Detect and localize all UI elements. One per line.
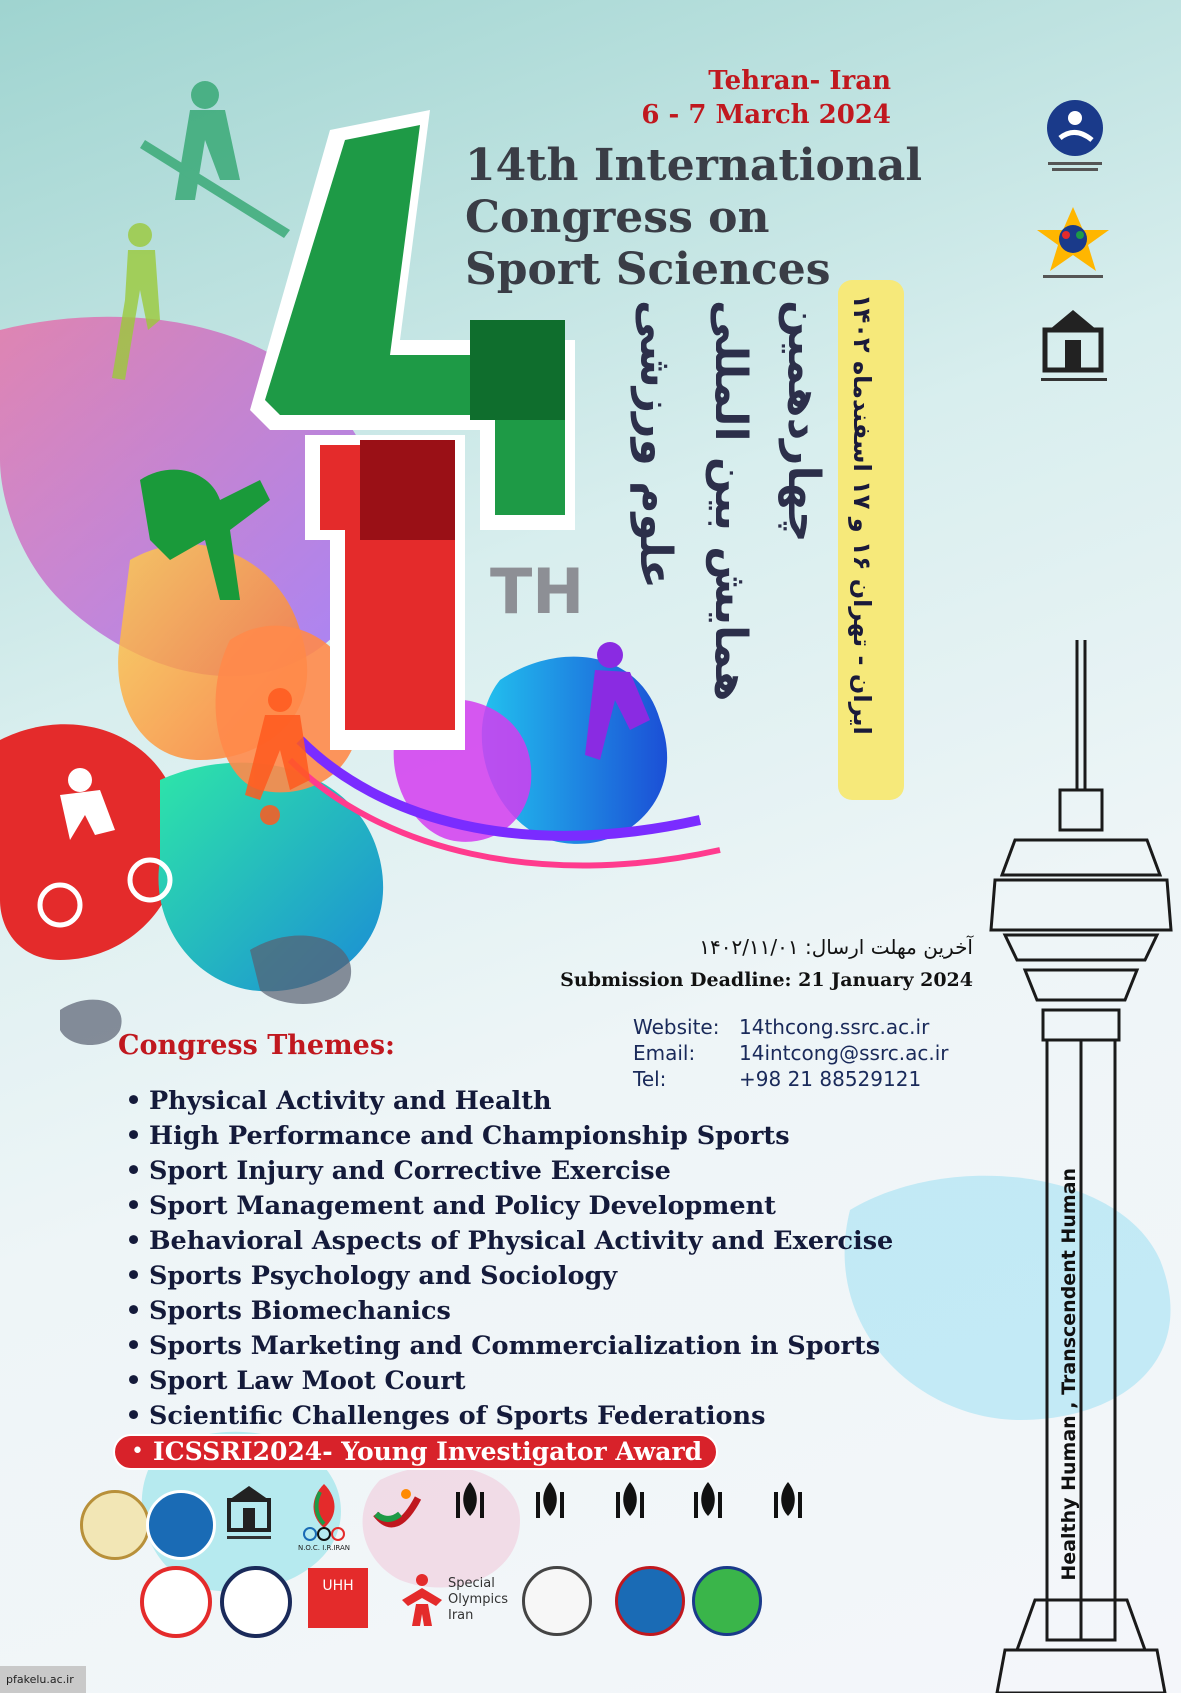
theme-item: • Sport Law Moot Court xyxy=(118,1364,893,1399)
uhh-logo xyxy=(308,1568,368,1628)
milad-tower-illustration xyxy=(985,640,1181,1693)
th-suffix: TH xyxy=(490,555,585,628)
organiser-logo-3 xyxy=(1035,310,1113,392)
partner-university-logo-1 xyxy=(140,1566,212,1638)
persian-title-line-1: چهاردهمین xyxy=(778,300,829,543)
email-link[interactable]: 14intcong@ssrc.ac.ir xyxy=(739,1041,949,1065)
location-text: Tehran- Iran xyxy=(708,66,891,96)
website-link[interactable]: 14thcong.ssrc.ac.ir xyxy=(739,1015,930,1039)
persian-title-line-3: علوم ورزشی xyxy=(630,300,681,589)
theme-item: • Sports Biomechanics xyxy=(118,1294,893,1329)
kharazmi-university-logo xyxy=(223,1486,275,1544)
partner-university-logo-2 xyxy=(220,1566,292,1638)
partner-university-logo-4 xyxy=(615,1566,685,1636)
organiser-logo-2 xyxy=(1033,205,1113,283)
email-label: Email: xyxy=(633,1041,696,1065)
university-of-tehran-logo xyxy=(146,1490,216,1560)
themes-heading: Congress Themes: xyxy=(118,1030,396,1061)
tower-slogan: Healthy Human , Transcendent Human xyxy=(1058,1168,1080,1581)
theme-item: • High Performance and Championship Sports xyxy=(118,1119,893,1154)
deadline-fa: آخرین مهلت ارسال: ۱۴۰۲/۱۱/۰۱ xyxy=(699,935,973,959)
uhh-label: UHH xyxy=(322,1578,354,1594)
deadline-en: Submission Deadline: 21 January 2024 xyxy=(560,969,973,991)
special-olympics-logo xyxy=(392,1570,532,1630)
watermark-text: pfakelu.ac.ir xyxy=(6,1673,74,1686)
theme-item: • Sport Management and Policy Development xyxy=(118,1189,893,1224)
theme-item: • Sports Psychology and Sociology xyxy=(118,1259,893,1294)
title-line-2: Congress on xyxy=(465,192,770,243)
partner-university-logo-3 xyxy=(522,1566,592,1636)
title-line-3: Sport Sciences xyxy=(465,244,831,295)
partner-university-logo-5 xyxy=(692,1566,762,1636)
tel-number: +98 21 88529121 xyxy=(739,1067,922,1091)
persian-title-line-2: همایش بین المللی xyxy=(705,300,756,702)
persian-date-text: ایران - تهران ۱۶ و ۱۷ اسفندماه ۱۴۰۲ xyxy=(848,294,876,735)
dates-text: 6 - 7 March 2024 xyxy=(641,100,891,130)
persian-title xyxy=(600,300,829,800)
theme-item: • Sports Marketing and Commercialization in Sports xyxy=(118,1329,893,1364)
noc-iran-logo xyxy=(290,1482,358,1554)
special-olympics-label: Special Olympics Iran xyxy=(448,1576,508,1623)
noc-label: N.O.C. I.R.IRAN xyxy=(297,1544,351,1552)
title-line-1: 14th International xyxy=(465,140,923,191)
award-badge: • ICSSRI2024- Young Investigator Award xyxy=(113,1434,718,1470)
contact-email xyxy=(633,1041,949,1065)
themes-list xyxy=(118,1084,893,1434)
contact-website xyxy=(633,1015,929,1039)
theme-item: • Sport Injury and Corrective Exercise xyxy=(118,1154,893,1189)
tel-label: Tel: xyxy=(633,1067,667,1091)
theme-item: • Behavioral Aspects of Physical Activity and Exercise xyxy=(118,1224,893,1259)
persian-date-pill xyxy=(838,280,904,800)
watermark xyxy=(0,1666,86,1693)
theme-item: • Scientific Challenges of Sports Federations xyxy=(118,1399,893,1434)
theme-item: • Physical Activity and Health xyxy=(118,1084,893,1119)
award-text: ICSSRI2024- Young Investigator Award xyxy=(153,1437,703,1466)
ministry-emblems xyxy=(440,1478,860,1538)
website-label: Website: xyxy=(633,1015,720,1039)
physical-education-office-logo xyxy=(368,1484,424,1540)
organiser-logo-1 xyxy=(1040,98,1110,176)
army-sport-logo xyxy=(80,1490,150,1560)
